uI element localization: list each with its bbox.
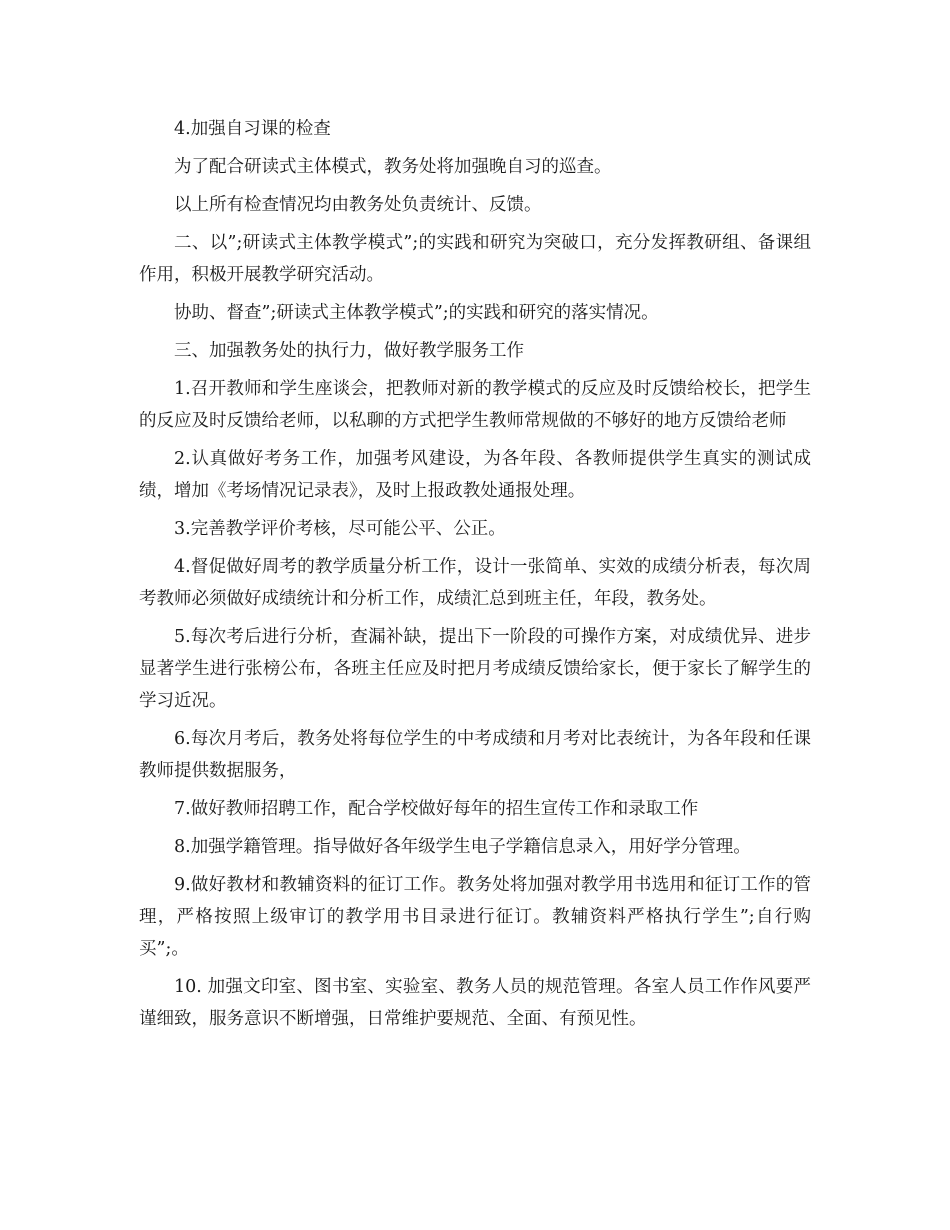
document-body [139, 113, 811, 1041]
paragraph-statistics-feedback: 以上所有检查情况均由教务处负责统计、反馈。 [174, 195, 542, 215]
paragraph-item-2: 2.认真做好考务工作，加强考风建设，为各年段、各教师提供学生真实的测试成绩，增加《考场情况记录表》，及时上报政教处通报处理。 [139, 449, 811, 501]
paragraph-evening-patrol: 为了配合研读式主体模式，教务处将加强晚自习的巡查。 [174, 157, 612, 177]
paragraph-item-4: 4.督促做好周考的教学质量分析工作，设计一张简单、实效的成绩分析表，每次周考教师必须做好成绩统计和分析工作，成绩汇总到班主任，年段，教务处。 [139, 557, 811, 609]
paragraph-item-1: 1.召开教师和学生座谈会，把教师对新的教学模式的反应及时反馈给校长，把学生的反应及时反馈给老师，以私聊的方式把学生教师常规做的不够好的地方反馈给老师 [139, 379, 811, 431]
paragraph-item-8: 8.加强学籍管理。指导做好各年级学生电子学籍信息录入，用好学分管理。 [174, 837, 751, 857]
paragraph-item-3: 3.完善教学评价考核，尽可能公平、公正。 [174, 519, 506, 539]
paragraph-item-6: 6.每次月考后，教务处将每位学生的中考成绩和月考对比表统计，为各年段和任课教师提供数据服务， [139, 729, 811, 781]
paragraph-item-10: 10. 加强文印室、图书室、实验室、教务人员的规范管理。各室人员工作作风要严谨细致，服务意识不断增强，日常维护要规范、全面、有预见性。 [139, 977, 811, 1029]
paragraph-item-5: 5.每次考后进行分析，查漏补缺，提出下一阶段的可操作方案，对成绩优异、进步显著学生进行张榜公布，各班主任应及时把月考成绩反馈给家长，便于家长了解学生的学习近况。 [139, 627, 811, 711]
paragraph-assist-supervise: 协助、督查”;研读式主体教学模式”;的实践和研究的落实情况。 [174, 303, 659, 323]
paragraph-section-three: 三、加强教务处的执行力，做好教学服务工作 [174, 341, 524, 361]
paragraph-section-two: 二、以”;研读式主体教学模式”;的实践和研究为突破口，充分发挥教研组、备课组作用，积极开展教学研究活动。 [139, 233, 811, 285]
paragraph-self-study-check: 4.加强自习课的检查 [174, 119, 331, 139]
paragraph-item-7: 7.做好教师招聘工作，配合学校做好每年的招生宣传工作和录取工作 [174, 799, 699, 819]
paragraph-item-9: 9.做好教材和教辅资料的征订工作。教务处将加强对教学用书选用和征订工作的管理，严格按照上级审订的教学用书目录进行征订。教辅资料严格执行学生”;自行购买”;。 [139, 875, 811, 959]
